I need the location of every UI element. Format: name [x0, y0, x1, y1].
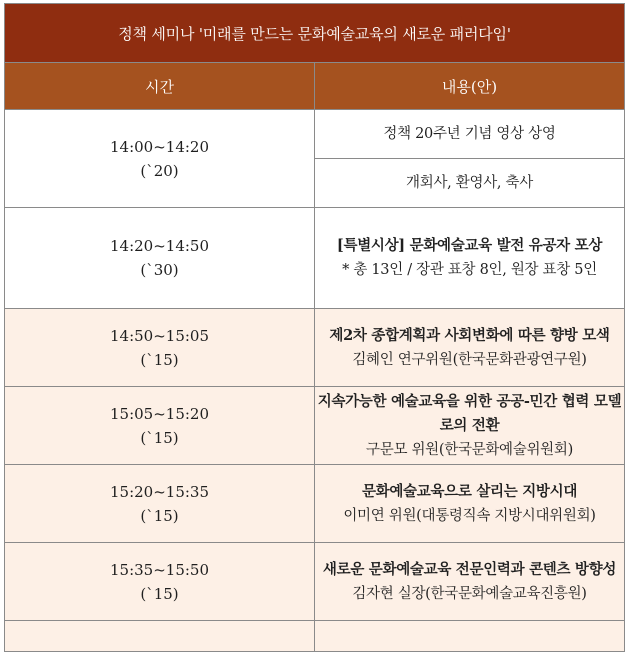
content-cell — [315, 387, 625, 465]
content-heading: 지속가능한 예술교육을 위한 공공-민간 협력 모델로의 전환 — [317, 392, 622, 434]
content-line: 개회사, 환영사, 축사 — [406, 175, 533, 191]
time-cell — [5, 465, 315, 543]
duration: (`15) — [140, 428, 179, 447]
time-range: 15:05~15:20 — [109, 404, 210, 423]
title-row — [5, 4, 625, 63]
content-heading: 제2차 종합계획과 사회변화에 따른 향방 모색 — [329, 326, 610, 344]
duration: (`15) — [140, 584, 179, 603]
content-heading: [특별시상] 문화예술교육 발전 유공자 포상 — [336, 237, 603, 254]
time-cell — [5, 621, 315, 652]
schedule-row-partial — [5, 621, 625, 652]
content-cell — [315, 309, 625, 387]
content-cell — [315, 208, 625, 309]
content-subline: * 총 13인 / 장관 표창 8인, 원장 표창 5인 — [342, 262, 597, 278]
header-content: 내용(안) — [315, 63, 625, 110]
time-range: 14:00~14:20 — [109, 137, 210, 156]
schedule-row — [5, 465, 625, 543]
duration: (`15) — [140, 506, 179, 525]
content-cell — [315, 465, 625, 543]
time-cell — [5, 208, 315, 309]
duration: (`15) — [140, 350, 179, 369]
schedule-title: 정책 세미나 '미래를 만드는 문화예술교육의 새로운 패러다임' — [5, 4, 625, 63]
schedule-row — [5, 110, 625, 159]
duration: (`20) — [140, 161, 179, 180]
content-heading: 문화예술교육으로 살리는 지방시대 — [361, 482, 578, 500]
schedule-row — [5, 543, 625, 621]
content-cell — [315, 621, 625, 652]
time-range: 15:20~15:35 — [109, 482, 210, 501]
time-range: 14:50~15:05 — [109, 326, 210, 345]
header-time: 시간 — [5, 63, 315, 110]
time-cell — [5, 309, 315, 387]
content-subline: 구문모 위원(한국문화예술위원회) — [366, 441, 573, 458]
content-heading: 새로운 문화예술교육 전문인력과 콘텐츠 방향성 — [322, 560, 617, 578]
duration: (`30) — [140, 261, 179, 279]
content-cell — [315, 110, 625, 159]
time-cell — [5, 387, 315, 465]
content-cell — [315, 159, 625, 208]
schedule-row — [5, 208, 625, 309]
schedule-table — [4, 3, 625, 652]
time-range: 15:35~15:50 — [109, 560, 210, 579]
schedule-row — [5, 387, 625, 465]
header-row — [5, 63, 625, 110]
time-cell — [5, 110, 315, 208]
time-cell — [5, 543, 315, 621]
content-line: 정책 20주년 기념 영상 상영 — [383, 126, 556, 142]
schedule-row — [5, 309, 625, 387]
time-range: 14:20~14:50 — [109, 237, 210, 255]
content-subline: 김자현 실장(한국문화예술교육진흥원) — [352, 585, 587, 602]
content-subline: 이미연 위원(대통령직속 지방시대위원회) — [343, 507, 596, 524]
content-cell — [315, 543, 625, 621]
content-subline: 김혜인 연구위원(한국문화관광연구원) — [352, 351, 587, 368]
